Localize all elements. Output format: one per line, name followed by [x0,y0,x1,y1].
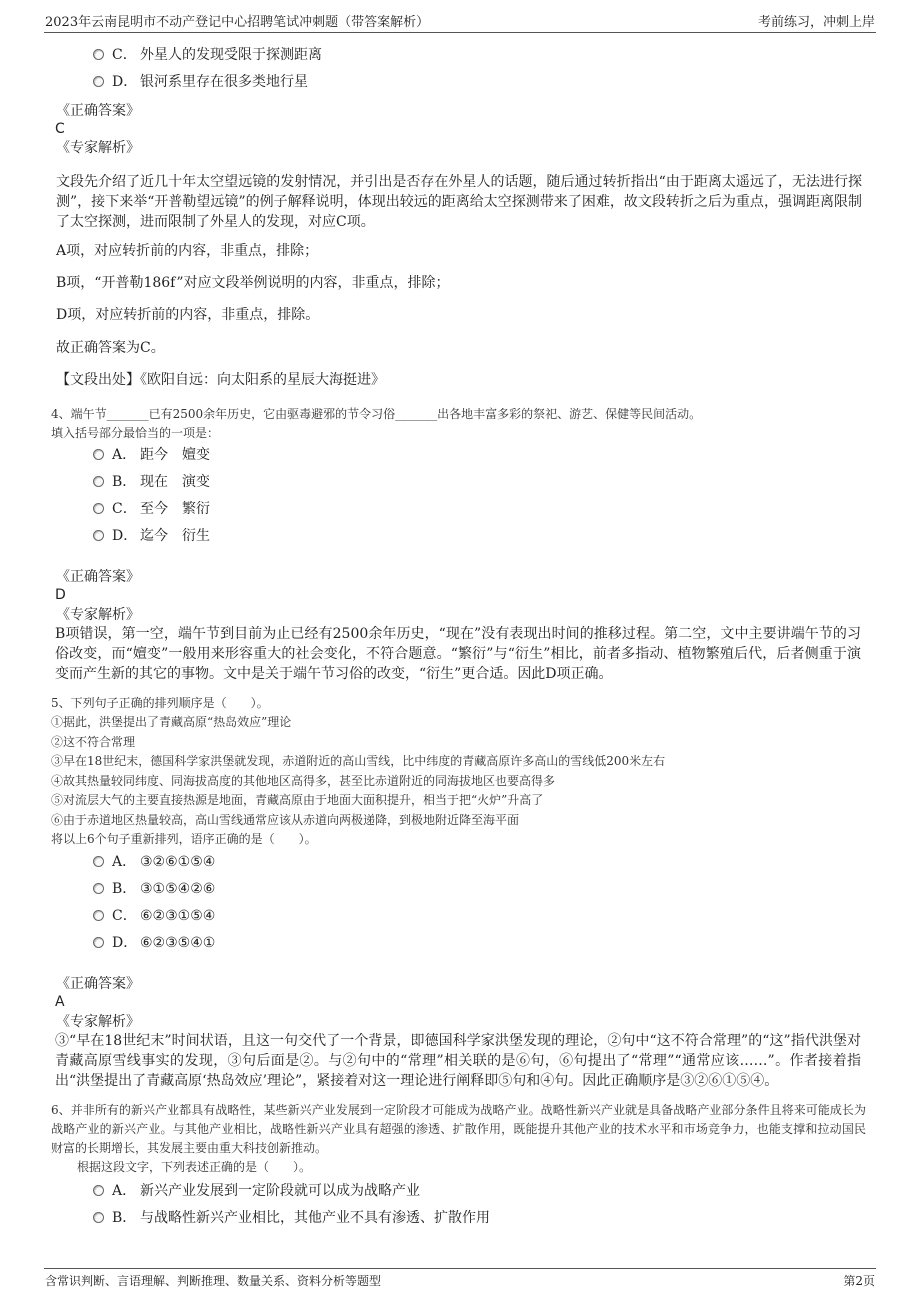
q5-sentence-4: ④故其热量较同纬度、同海拔高度的其他地区高得多，甚至比赤道附近的同海拔地区也要高得多 [51,774,556,788]
page-header [0,0,920,33]
q5-sentence-6: ⑥由于赤道地区热量较高，高山雪线通常应该从赤道向两极递降，到极地附近降至海平面 [51,813,520,827]
radio-icon[interactable] [93,883,104,894]
radio-icon[interactable] [93,1185,104,1196]
q4-option-d[interactable]: D． 迄今 衍生 [93,527,210,545]
q5-answer-label: 《正确答案》 [56,976,140,992]
q3-analysis-label: 《专家解析》 [56,140,140,156]
q3-option-c[interactable]: C． 外星人的发现受限于探测距离 [93,46,322,64]
radio-icon[interactable] [93,503,104,514]
radio-icon[interactable] [93,76,104,87]
radio-icon[interactable] [93,49,104,60]
q4-analysis: B项错误，第一空，端午节到目前为止已经有2500余年历史，“现在”没有表现出时间的推移过程。第二空，文中主要讲端午节的习俗改变，而“嬗变”一般用来形容重大的社会变化，不符合题意。“繁衍”与“衍生”相比，前者多指动、植物繁殖后代，后者侧重于演变而产生新的其它的事物。文中是关于端午节习俗的改变，“衍生”更合适。因此D项正确。 [55,626,861,682]
q4-answer: D [55,587,66,603]
q6-option-b[interactable]: B． 与战略性新兴产业相比，其他产业不具有渗透、扩散作用 [93,1209,490,1227]
q5-option-a[interactable]: A． ③②⑥①⑤④ [93,853,215,871]
q3-analysis-para: 文段先介绍了近几十年太空望远镜的发射情况，并引出是否存在外星人的话题，随后通过转折指出“由于距离太遥远了，无法进行探测”，接下来举“开普勒望远镜”的例子解释说明，体现出较远的距离给太空探测带来了困难，故文段转折之后为重点，强调距离限制了太空探测，进而限制了外星人的发现，对应C项。 [56,174,862,230]
q4-option-c[interactable]: C． 至今 繁衍 [93,500,210,518]
q3-analysis-d: D项，对应转折前的内容，非重点，排除。 [56,307,320,323]
q6-option-a[interactable]: A． 新兴产业发展到一定阶段就可以成为战略产业 [93,1182,420,1200]
radio-icon[interactable] [93,530,104,541]
page-number: 第2页 [843,1274,875,1288]
q4-option-b[interactable]: B． 现在 演变 [93,473,210,491]
q3-analysis-b: B项，“开普勒186f”对应文段举例说明的内容，非重点，排除； [56,275,450,291]
radio-icon[interactable] [93,476,104,487]
q6-prompt: 根据这段文字，下列表述正确的是（ ）。 [77,1160,312,1174]
q4-option-a[interactable]: A． 距今 嬗变 [93,446,210,464]
q3-answer-label: 《正确答案》 [56,103,140,119]
q5-sentence-3: ③早在18世纪末，德国科学家洪堡就发现，赤道附近的高山雪线，比中纬度的青藏高原许多高山的雪线低200米左右 [51,754,666,768]
q5-option-d[interactable]: D． ⑥②③⑤④① [93,934,215,952]
q3-analysis-a: A项，对应转折前的内容，非重点，排除； [56,243,319,259]
q5-option-b[interactable]: B． ③①⑤④②⑥ [93,880,215,898]
q5-analysis-label: 《专家解析》 [56,1014,140,1030]
q5-sentence-5: ⑤对流层大气的主要直接热源是地面，青藏高原由于地面大面积提升，相当于把“火炉”升高了 [51,793,544,807]
header-title: 2023年云南昆明市不动产登记中心招聘笔试冲刺题（带答案解析） [45,15,430,30]
page-footer [0,1266,920,1302]
footer-divider [44,1268,876,1269]
q3-source: 【文段出处】《欧阳自远：向太阳系的星辰大海挺进》 [56,372,385,388]
radio-icon[interactable] [93,449,104,460]
q5-prompt: 将以上6个句子重新排列，语序正确的是（ ）。 [51,832,317,846]
q4-stem: 4、端午节_______已有2500余年历史，它由驱毒避邪的节令习俗_______出各地丰富多彩的祭祀、游艺、保健等民间活动。 [51,407,702,421]
q3-answer: C [55,121,65,137]
radio-icon[interactable] [93,856,104,867]
q5-option-c[interactable]: C． ⑥②③①⑤④ [93,907,215,925]
header-divider [44,32,876,33]
q4-prompt: 填入括号部分最恰当的一项是： [51,426,220,440]
q5-stem: 5、下列句子正确的排列顺序是（ ）。 [51,696,269,710]
q3-analysis-conclusion: 故正确答案为C。 [56,340,165,356]
q6-stem: 6、并非所有的新兴产业都具有战略性，某些新兴产业发展到一定阶段才可能成为战略产业。战略性新兴产业就是具备战略产业部分条件且将来可能成长为战略产业的新兴产业。与其他产业相比，战略性新兴产业具有超强的渗透、扩散作用，既能提升其他产业的技术水平和市场竞争力，也能支撑和拉动国民财富的长期增长，其发展主要由重大科技创新推动。 [51,1103,866,1155]
q5-sentence-2: ②这不符合常理 [51,735,136,749]
radio-icon[interactable] [93,910,104,921]
q5-answer: A [55,994,65,1010]
header-slogan: 考前练习，冲刺上岸 [757,15,875,30]
radio-icon[interactable] [93,937,104,948]
q4-analysis-label: 《专家解析》 [56,607,140,623]
q4-answer-label: 《正确答案》 [56,569,140,585]
footer-topics: 含常识判断、言语理解、判断推理、数量关系、资料分析等题型 [45,1274,382,1288]
q3-option-d[interactable]: D． 银河系里存在很多类地行星 [93,73,308,91]
q5-sentence-1: ①据此，洪堡提出了青藏高原“热岛效应”理论 [51,715,292,729]
radio-icon[interactable] [93,1212,104,1223]
q5-analysis: ③“早在18世纪末”时间状语，且这一句交代了一个背景，即德国科学家洪堡发现的理论，②句中“这不符合常理”的“这”指代洪堡对青藏高原雪线事实的发现，③句后面是②。与②句中的“常理”相关联的是⑥句，⑥句提出了“常理”“通常应该……”。作者接着指出“洪堡提出了青藏高原‘热岛效应’理论”，紧接着对这一理论进行阐释即⑤句和④句。因此正确顺序是③②⑥①⑤④。 [55,1033,861,1089]
